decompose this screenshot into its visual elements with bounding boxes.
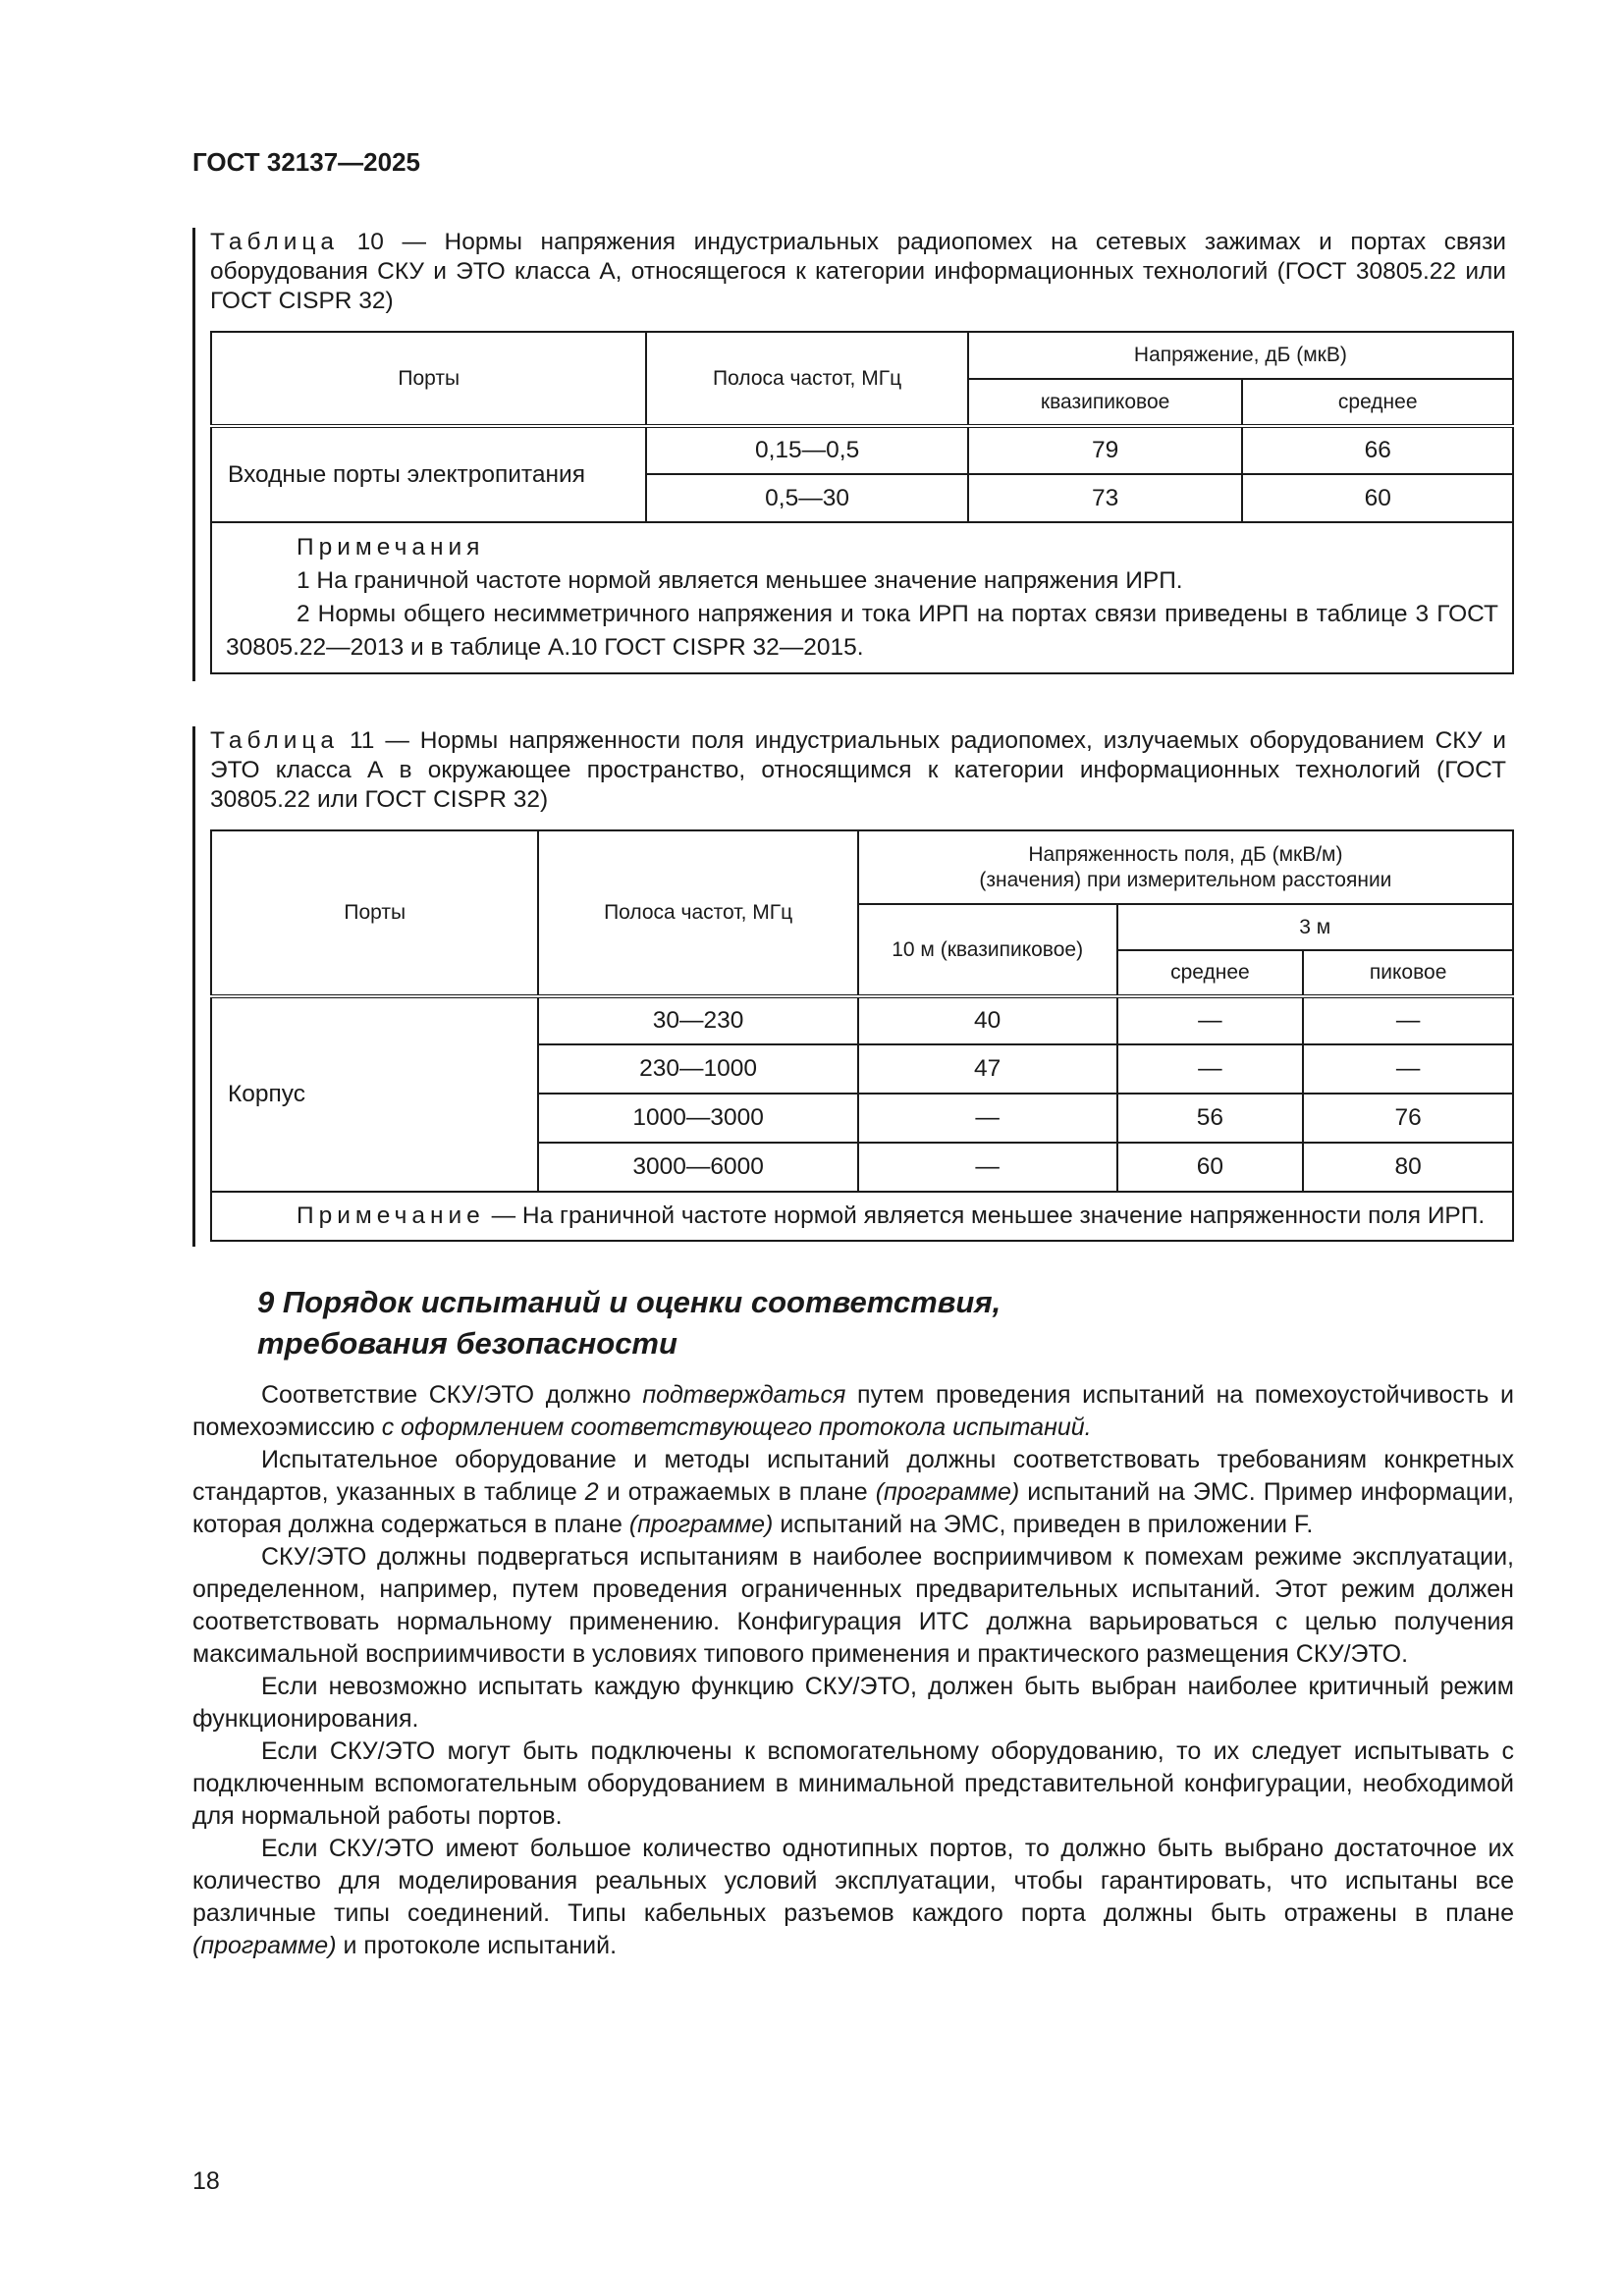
table10-notes-row — [211, 522, 1513, 673]
table11-freq: 30—230 — [538, 996, 857, 1044]
table11-avg3: — — [1117, 1044, 1304, 1094]
table10-notes-title: Примечания — [297, 534, 485, 561]
paragraph: Если СКУ/ЭТО могут быть подключены к вспомогательному оборудованию, то их следует испытывать с подключенным вспомогательным оборудованием в минимальной представительной конфигурации, необходимой для нормальной работы портов. — [192, 1737, 1514, 1830]
table11-head-10m: 10 м (квазипиковое) — [858, 904, 1117, 996]
table10-quasi: 73 — [968, 474, 1243, 522]
table10-notes — [211, 522, 1513, 673]
change-bar — [192, 726, 195, 1247]
paragraph: Если невозможно испытать каждую функцию СКУ/ЭТО, должен быть выбран наиболее критичный режим функционирования. — [192, 1673, 1514, 1733]
section-title-line1: 9 Порядок испытаний и оценки соответствия, — [257, 1285, 1001, 1319]
table10-head-avg: среднее — [1242, 379, 1513, 426]
table10-quasi: 79 — [968, 426, 1243, 474]
section-title-line2: требования безопасности — [257, 1326, 677, 1361]
text-run: Соответствие СКУ/ЭТО должно — [261, 1381, 643, 1409]
text-run: испытаний на ЭМС. Пример информации, которая должна содержаться в плане — [192, 1478, 1515, 1538]
table10-caption-label: Таблица — [210, 229, 340, 255]
section-body — [192, 1379, 1514, 1962]
table11-head-freq: Полоса частот, МГц — [538, 830, 857, 996]
table10-head-ports: Порты — [211, 332, 646, 426]
table11-avg3: 56 — [1117, 1094, 1304, 1143]
table11-note-row — [211, 1192, 1513, 1241]
text-run: путем проведения испытаний на помехоустойчивость и помехоэмиссию — [192, 1381, 1514, 1441]
table11-head-avg: среднее — [1117, 950, 1304, 996]
table11-head-field-line2: (значения) при измерительном расстоянии — [979, 868, 1392, 891]
table11-caption-text: 11 — Нормы напряженности поля индустриальных радиопомех, излучаемых оборудованием СКУ и ЭТО класса А в окружающее пространство, относящимся к категории информационных технологий (ГОСТ 30805.22 или ГОСТ CISPR 32) — [210, 727, 1506, 813]
table10-head-quasi: квазипиковое — [968, 379, 1243, 426]
table11-peak3: 76 — [1303, 1094, 1513, 1143]
table10-caption-text: 10 — Нормы напряжения индустриальных радиопомех на сетевых зажимах и портах связи оборудования СКУ и ЭТО класса А, относящегося к категории информационных технологий (ГОСТ 30805.22 или ГОСТ CISPR 32) — [210, 229, 1506, 314]
table10-freq: 0,15—0,5 — [646, 426, 967, 474]
table10-freq: 0,5—30 — [646, 474, 967, 522]
text-run-italic: (программе) — [628, 1511, 774, 1538]
table11-note — [211, 1192, 1513, 1241]
table11-head-3m: 3 м — [1117, 904, 1513, 950]
table-row — [211, 996, 1513, 1044]
paragraph: СКУ/ЭТО должны подвергаться испытаниям в наиболее восприимчивом к помехам режиме эксплуатации, определенном, например, путем проведения ограниченных предварительных испытаний. Этот режим должен соответствовать нормальному применению. Конфигурация ИТС должна варьироваться с целью получения максимальной восприимчивости в условиях типового применения и практического размещения СКУ/ЭТО. — [192, 1543, 1514, 1668]
table11-q10: — — [858, 1143, 1117, 1192]
table11-note-label: Примечание — [297, 1202, 485, 1229]
table11-peak3: — — [1303, 996, 1513, 1044]
paragraph — [192, 1379, 1514, 1444]
text-run: Если СКУ/ЭТО имеют большое количество однотипных портов, то должно быть выбрано достаточное их количество для моделирования реальных условий эксплуатации, чтобы гарантировать, что испытаны все различные типы соединений. Типы кабельных разъемов каждого порта должны быть отражены в плане — [192, 1835, 1514, 1927]
table11-head-ports: Порты — [211, 830, 538, 996]
table11-caption — [210, 726, 1506, 815]
table10-row-label: Входные порты электропитания — [211, 426, 646, 522]
table11-freq: 3000—6000 — [538, 1143, 857, 1192]
text-run: Испытательное оборудование и методы испытаний должны соответствовать требованиям конкретных стандартов, указанных в таблице — [192, 1446, 1514, 1506]
change-bar — [192, 228, 195, 681]
table11-q10: 47 — [858, 1044, 1117, 1094]
table11-head-field-line1: Напряженность поля, дБ (мкВ/м) — [1028, 842, 1343, 866]
text-run-italic: подтверждаться — [642, 1381, 846, 1409]
table10-avg: 66 — [1242, 426, 1513, 474]
text-run: и отражаемых в плане — [598, 1478, 876, 1506]
table11-peak3: 80 — [1303, 1143, 1513, 1192]
table10-avg: 60 — [1242, 474, 1513, 522]
table11-avg3: — — [1117, 996, 1304, 1044]
table11-peak3: — — [1303, 1044, 1513, 1094]
text-run: испытаний на ЭМС, приведен в приложении F. — [773, 1511, 1314, 1538]
text-run: и протоколе испытаний. — [336, 1932, 618, 1959]
document-header: ГОСТ 32137—2025 — [192, 147, 420, 177]
paragraph — [192, 1833, 1514, 1962]
table10-note-1: 1 На граничной частоте нормой является меньшее значение напряжения ИРП. — [297, 567, 1183, 594]
page-number: 18 — [192, 2167, 220, 2195]
table-row — [211, 426, 1513, 474]
table11-freq: 1000—3000 — [538, 1094, 857, 1143]
table10-head-freq: Полоса частот, МГц — [646, 332, 967, 426]
table11-q10: — — [858, 1094, 1117, 1143]
table11-head-field — [858, 830, 1513, 904]
table11-freq: 230—1000 — [538, 1044, 857, 1094]
table11 — [210, 829, 1514, 1242]
table11-q10: 40 — [858, 996, 1117, 1044]
text-run-italic: 2 — [584, 1478, 599, 1506]
table10-head-voltage: Напряжение, дБ (мкВ) — [968, 332, 1513, 379]
table11-avg3: 60 — [1117, 1143, 1304, 1192]
table11-head-peak: пиковое — [1303, 950, 1513, 996]
table11-row-label: Корпус — [211, 996, 538, 1192]
paragraph — [192, 1444, 1514, 1541]
table11-note-text: — На граничной частоте нормой является меньшее значение напряженности поля ИРП. — [484, 1202, 1486, 1229]
text-run-italic: (программе) — [875, 1478, 1020, 1506]
text-run-italic: (программе) — [192, 1932, 337, 1959]
table10-note-2: 2 Нормы общего несимметричного напряжения и тока ИРП на портах связи приведены в таблице 3 ГОСТ 30805.22—2013 и в таблице А.10 ГОСТ CISPR 32—2015. — [226, 601, 1498, 661]
table11-caption-label: Таблица — [210, 727, 340, 754]
text-run-italic: с оформлением соответствующего протокола испытаний. — [381, 1414, 1092, 1441]
table10-caption — [210, 228, 1506, 316]
table10 — [210, 331, 1514, 674]
section-title — [257, 1282, 1001, 1364]
